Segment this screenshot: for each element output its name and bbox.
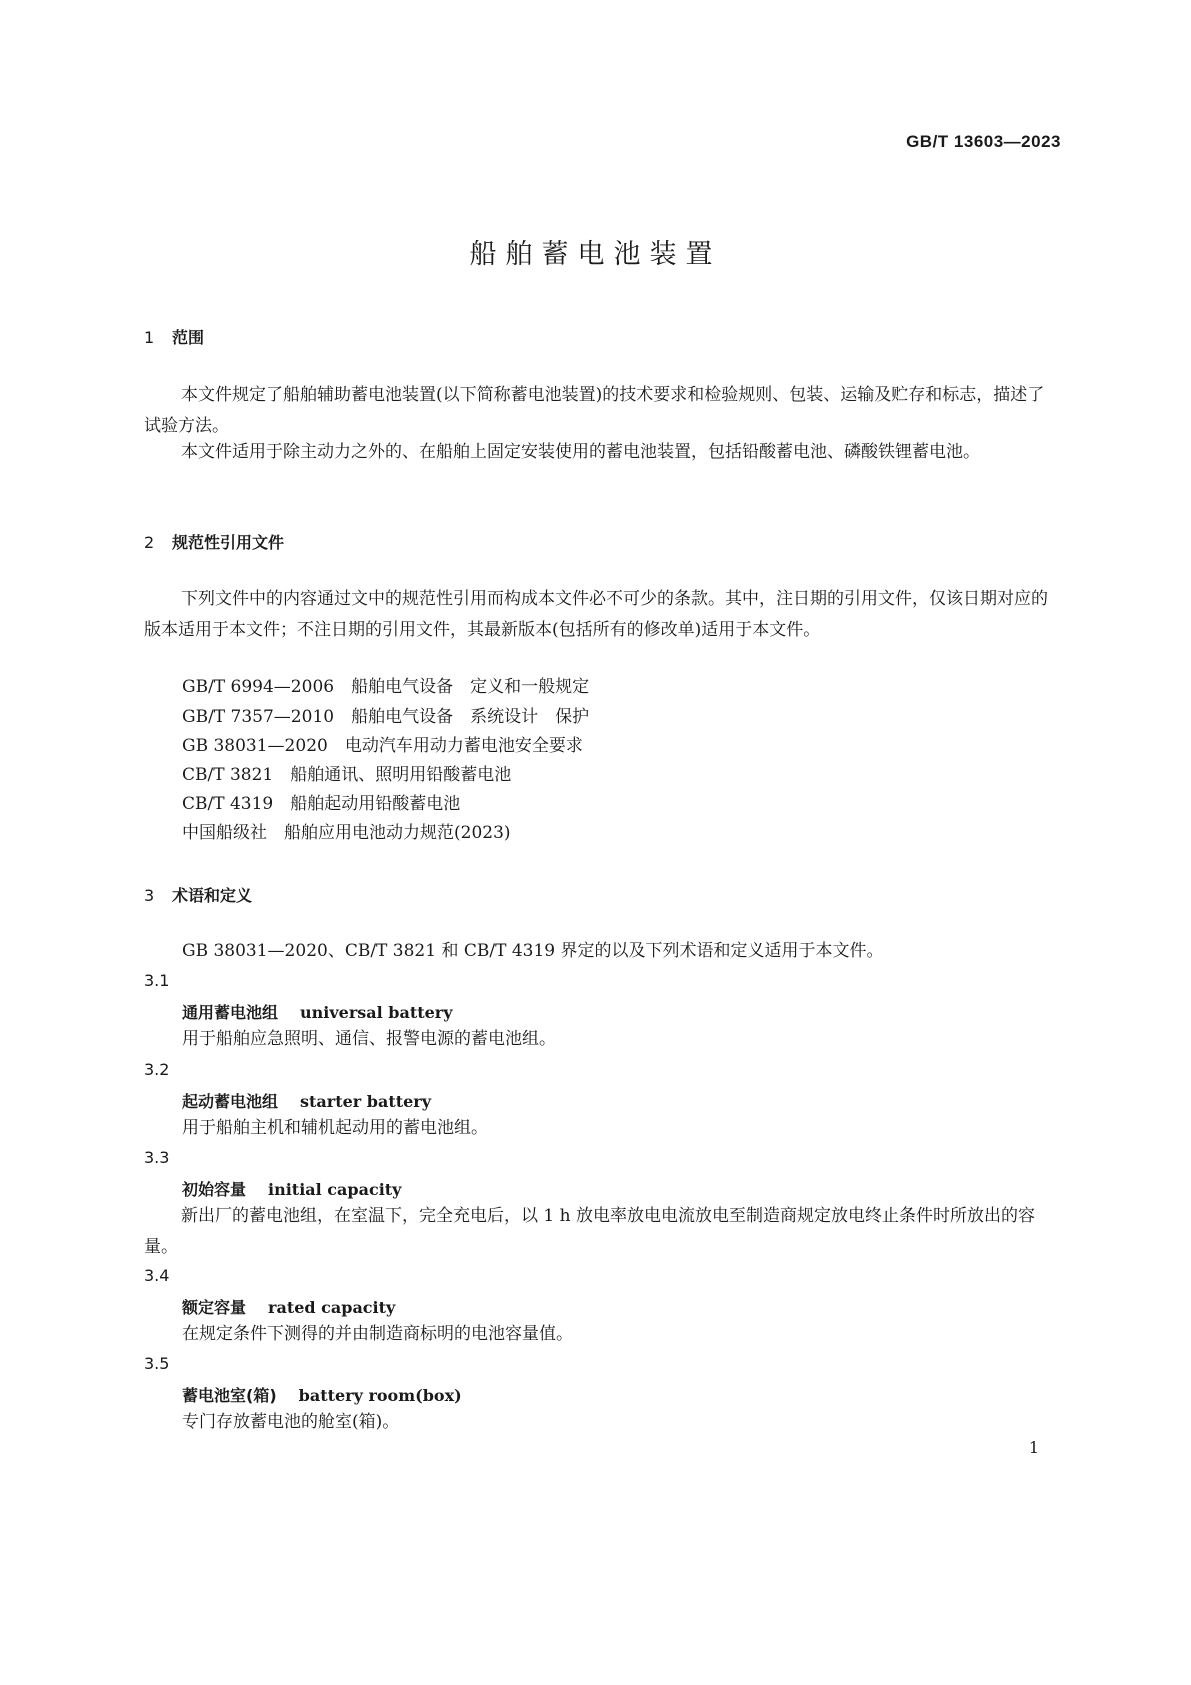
term-zh: 额定容量 [182, 1298, 247, 1317]
standard-code: GB/T 13603—2023 [906, 132, 1061, 151]
section-3-heading [144, 883, 252, 906]
section-title: 范围 [172, 328, 205, 347]
section-number: 1 [144, 328, 155, 347]
term-en: starter battery [300, 1092, 432, 1111]
term-en: initial capacity [268, 1180, 402, 1199]
clause-number: 3.1 [144, 971, 170, 990]
term-en: rated capacity [268, 1298, 396, 1317]
term-zh: 初始容量 [182, 1180, 247, 1199]
section-2-paragraph-1: 下列文件中的内容通过文中的规范性引用而构成本文件必不可少的条款。其中，注日期的引用文件，仅该日期对应的版本适用于本文件；不注日期的引用文件，其最新版本(包括所有的修改单)适用于本文件。 [144, 589, 1048, 640]
reference-item: CB/T 3821 船舶通讯、照明用铅酸蓄电池 [182, 765, 512, 785]
clause-number: 3.4 [144, 1266, 170, 1285]
term-definition: 在规定条件下测得的并由制造商标明的电池容量值。 [182, 1324, 573, 1344]
term-heading [182, 1089, 431, 1112]
term-zh: 蓄电池室(箱) [182, 1386, 277, 1405]
term-zh: 通用蓄电池组 [182, 1003, 279, 1022]
term-heading [182, 1000, 453, 1023]
term-heading [182, 1177, 401, 1200]
reference-item: GB 38031—2020 电动汽车用动力蓄电池安全要求 [182, 736, 583, 756]
term-en: battery room(box) [298, 1386, 462, 1405]
page-number: 1 [1028, 1438, 1039, 1457]
term-zh: 起动蓄电池组 [182, 1092, 279, 1111]
section-1-paragraph-1: 本文件规定了船舶辅助蓄电池装置(以下简称蓄电池装置)的技术要求和检验规则、包装、运输及贮存和标志，描述了试验方法。 [144, 385, 1045, 436]
reference-item: GB/T 7357—2010 船舶电气设备 系统设计 保护 [182, 707, 590, 727]
term-heading [182, 1383, 462, 1406]
section-2-heading [144, 530, 284, 553]
section-number: 2 [144, 533, 155, 552]
section-1-paragraph-2: 本文件适用于除主动力之外的、在船舶上固定安装使用的蓄电池装置，包括铅酸蓄电池、磷酸铁锂蓄电池。 [181, 442, 980, 462]
reference-item: CB/T 4319 船舶起动用铅酸蓄电池 [182, 794, 461, 814]
reference-item: GB/T 6994—2006 船舶电气设备 定义和一般规定 [182, 677, 590, 697]
term-definition: 用于船舶主机和辅机起动用的蓄电池组。 [182, 1118, 488, 1138]
document-title: 船舶蓄电池装置 [469, 239, 722, 270]
section-1-heading [144, 325, 204, 348]
term-definition: 专门存放蓄电池的舱室(箱)。 [182, 1412, 400, 1432]
section-title: 术语和定义 [172, 886, 253, 905]
term-en: universal battery [300, 1003, 453, 1022]
section-number: 3 [144, 886, 155, 905]
clause-number: 3.2 [144, 1060, 170, 1079]
term-heading [182, 1295, 395, 1318]
section-title: 规范性引用文件 [172, 533, 285, 552]
term-definition: 用于船舶应急照明、通信、报警电源的蓄电池组。 [182, 1029, 556, 1049]
clause-number: 3.3 [144, 1148, 170, 1167]
clause-number: 3.5 [144, 1354, 170, 1373]
section-3-intro: GB 38031—2020、CB/T 3821 和 CB/T 4319 界定的以及下列术语和定义适用于本文件。 [182, 941, 884, 961]
reference-item: 中国船级社 船舶应用电池动力规范(2023) [182, 823, 511, 843]
term-definition: 新出厂的蓄电池组，在室温下，完全充电后，以 1 h 放电率放电电流放电至制造商规定放电终止条件时所放出的容量。 [144, 1206, 1035, 1257]
